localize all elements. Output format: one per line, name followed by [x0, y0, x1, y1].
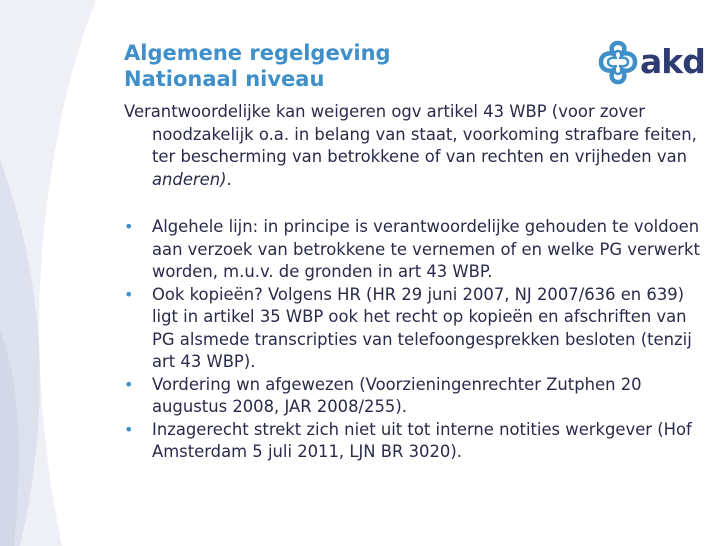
title-line-1: Algemene regelgeving	[124, 41, 391, 65]
list-item	[124, 419, 704, 464]
intro-text: Verantwoordelijke kan weigeren ogv artikel 43 WBP (voor zover noodzakelijk o.a. in belang van staat, voorkoming strafbare feiten, ter bescherming van betrokkene of van rechten en vrijheden van	[124, 102, 697, 166]
bullet-icon: •	[124, 284, 134, 304]
slide-body	[124, 101, 704, 464]
bullet-list	[124, 216, 704, 464]
list-item	[124, 284, 704, 374]
bullet-icon: •	[124, 419, 134, 439]
title-line-2: Nationaal niveau	[124, 67, 325, 91]
list-item-text: Inzagerecht strekt zich niet uit tot interne notities werkgever (Hof Amsterdam 5 juli 2011, LJN BR 3020).	[152, 419, 692, 461]
akd-logo	[597, 40, 709, 86]
intro-end: .	[226, 169, 232, 189]
list-item-text: Ook kopieën? Volgens HR (HR 29 juni 2007, NJ 2007/636 en 639) ligt in artikel 35 WBP ook het recht op kopieën en afschriften van PG alsmede transcripties van telefoongesprekken besloten (tenzij art 43 WBP).	[152, 284, 692, 371]
bullet-icon: •	[124, 217, 134, 236]
list-item	[124, 374, 704, 419]
list-item	[124, 216, 704, 284]
slide-title	[124, 40, 391, 92]
list-item-text: Vordering wn afgewezen (Voorzieningenrechter Zutphen 20 augustus 2008, JAR 2008/255).	[152, 374, 642, 416]
bullet-icon: •	[124, 374, 134, 394]
intro-italic-text: anderen)	[152, 169, 227, 189]
decorative-left-band	[0, 0, 110, 546]
list-item-text: Algehele lijn: in principe is verantwoordelijke gehouden te voldoen aan verzoek van betrokkene te vernemen of en welke PG verwerkt worden, m.u.v. de gronden in art 43 WBP.	[152, 217, 700, 281]
intro-paragraph	[124, 101, 704, 191]
akd-logo-mark-icon	[597, 40, 639, 86]
logo-text: akd	[640, 42, 705, 81]
